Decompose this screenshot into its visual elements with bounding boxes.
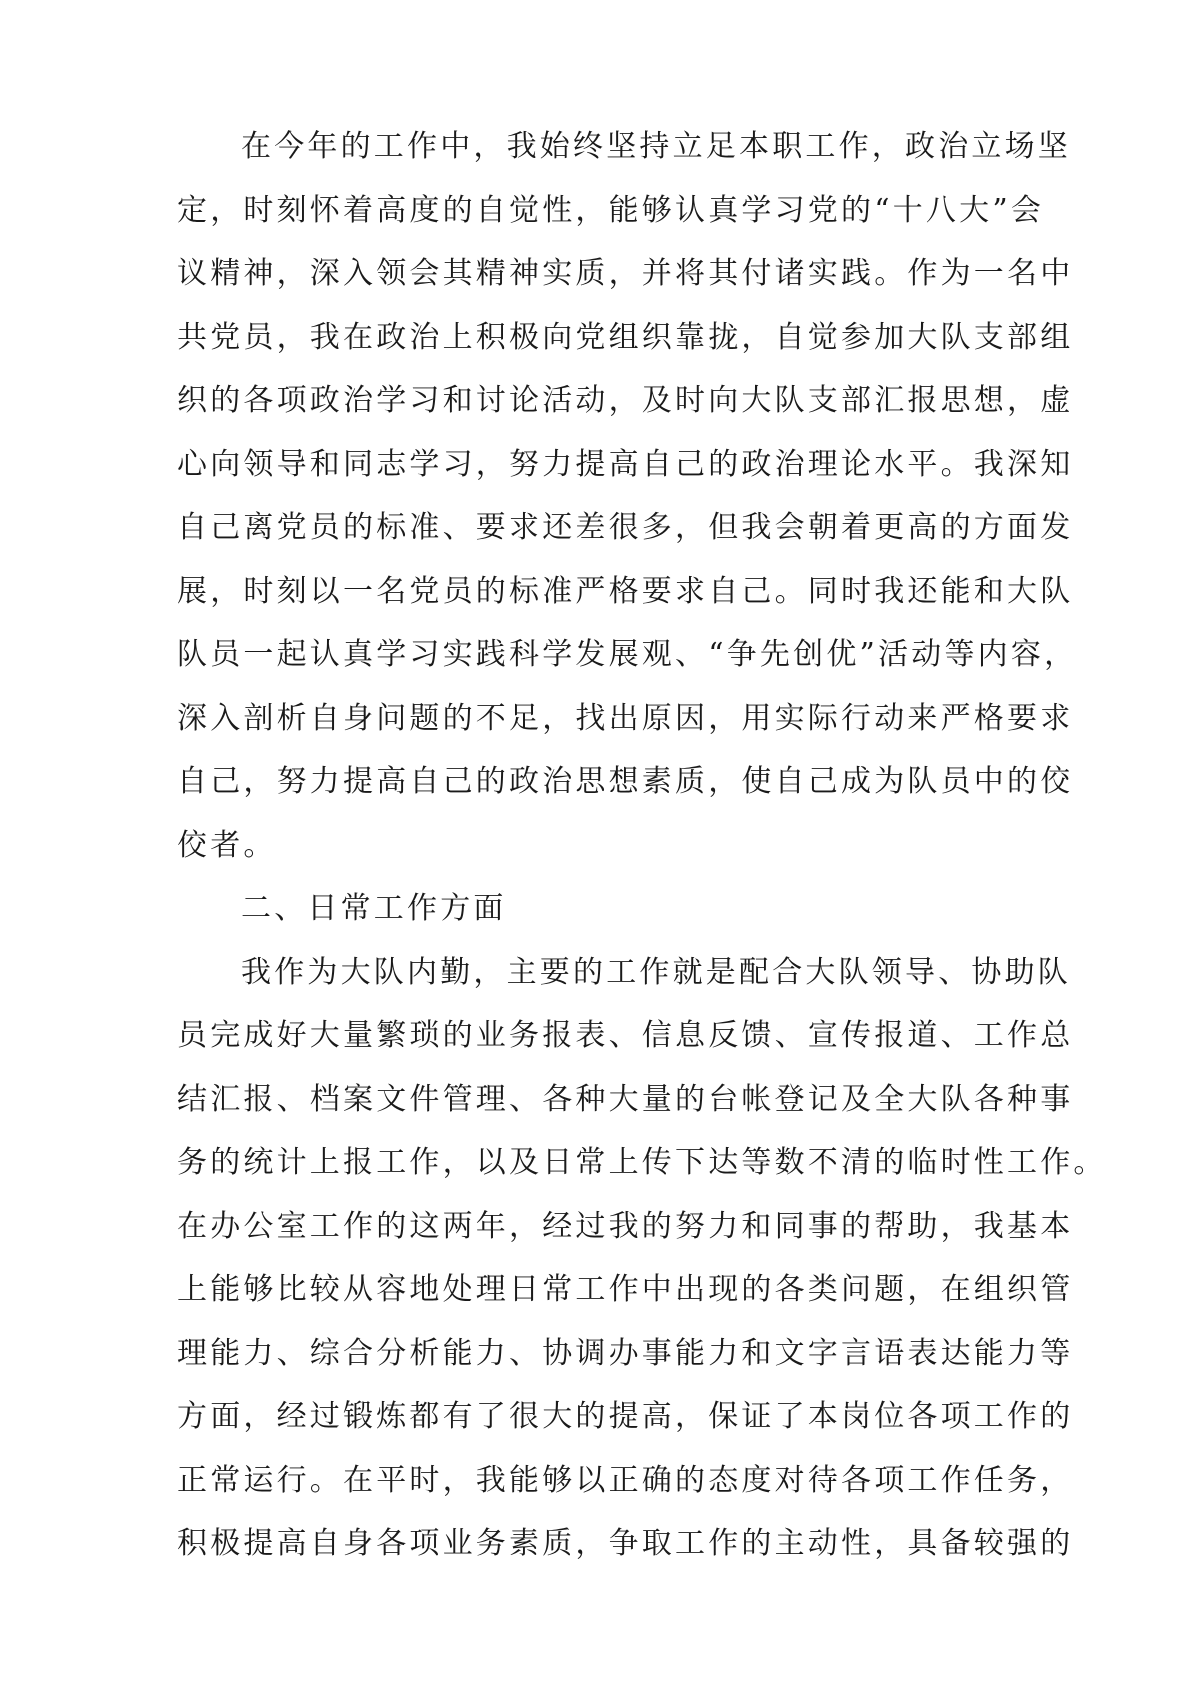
text-line: 务的统计上报工作，以及日常上传下达等数不清的临时性工作。 bbox=[177, 1145, 1107, 1180]
text-line: 正常运行。在平时，我能够以正确的态度对待各项工作任务， bbox=[177, 1462, 1074, 1498]
text-line: 在今年的工作中，我始终坚持立足本职工作，政治立场坚 bbox=[241, 129, 1071, 164]
text-line: 自己离党员的标准、要求还差很多，但我会朝着更高的方面发 bbox=[177, 510, 1074, 545]
text-line: 自己，努力提高自己的政治思想素质，使自己成为队员中的佼 bbox=[177, 764, 1074, 799]
text-line: 上能够比较从容地处理日常工作中出现的各类问题，在组织管 bbox=[177, 1272, 1074, 1307]
document-body bbox=[177, 115, 1107, 1576]
text-line: 共党员，我在政治上积极向党组织靠拢，自觉参加大队支部组 bbox=[177, 319, 1074, 355]
text-line: 心向领导和同志学习，努力提高自己的政治理论水平。我深知 bbox=[177, 446, 1074, 482]
text-line: 积极提高自身各项业务素质，争取工作的主动性，具备较强的 bbox=[177, 1526, 1074, 1561]
text-line: 理能力、综合分析能力、协调办事能力和文字言语表达能力等 bbox=[177, 1335, 1074, 1371]
text-line: 在办公室工作的这两年，经过我的努力和同事的帮助，我基本 bbox=[177, 1208, 1074, 1244]
text-line: 议精神，深入领会其精神实质，并将其付诸实践。作为一名中 bbox=[177, 256, 1074, 291]
text-line: 展，时刻以一名党员的标准严格要求自己。同时我还能和大队 bbox=[177, 573, 1074, 609]
text-line: 队员一起认真学习实践科学发展观、“争先创优”活动等内容， bbox=[177, 637, 1078, 672]
section-heading: 二、日常工作方面 bbox=[241, 891, 507, 926]
text-line: 我作为大队内勤，主要的工作就是配合大队领导、协助队 bbox=[241, 954, 1071, 990]
text-line: 定，时刻怀着高度的自觉性，能够认真学习党的“十八大”会 bbox=[177, 192, 1045, 228]
text-line: 结汇报、档案文件管理、各种大量的台帐登记及全大队各种事 bbox=[177, 1081, 1074, 1117]
text-line: 佼者。 bbox=[177, 827, 277, 863]
text-line: 织的各项政治学习和讨论活动，及时向大队支部汇报思想，虚 bbox=[177, 383, 1074, 418]
text-line: 员完成好大量繁琐的业务报表、信息反馈、宣传报道、工作总 bbox=[177, 1018, 1074, 1053]
text-line: 深入剖析自身问题的不足，找出原因，用实际行动来严格要求 bbox=[177, 700, 1074, 736]
text-line: 方面，经过锻炼都有了很大的提高，保证了本岗位各项工作的 bbox=[177, 1399, 1074, 1434]
